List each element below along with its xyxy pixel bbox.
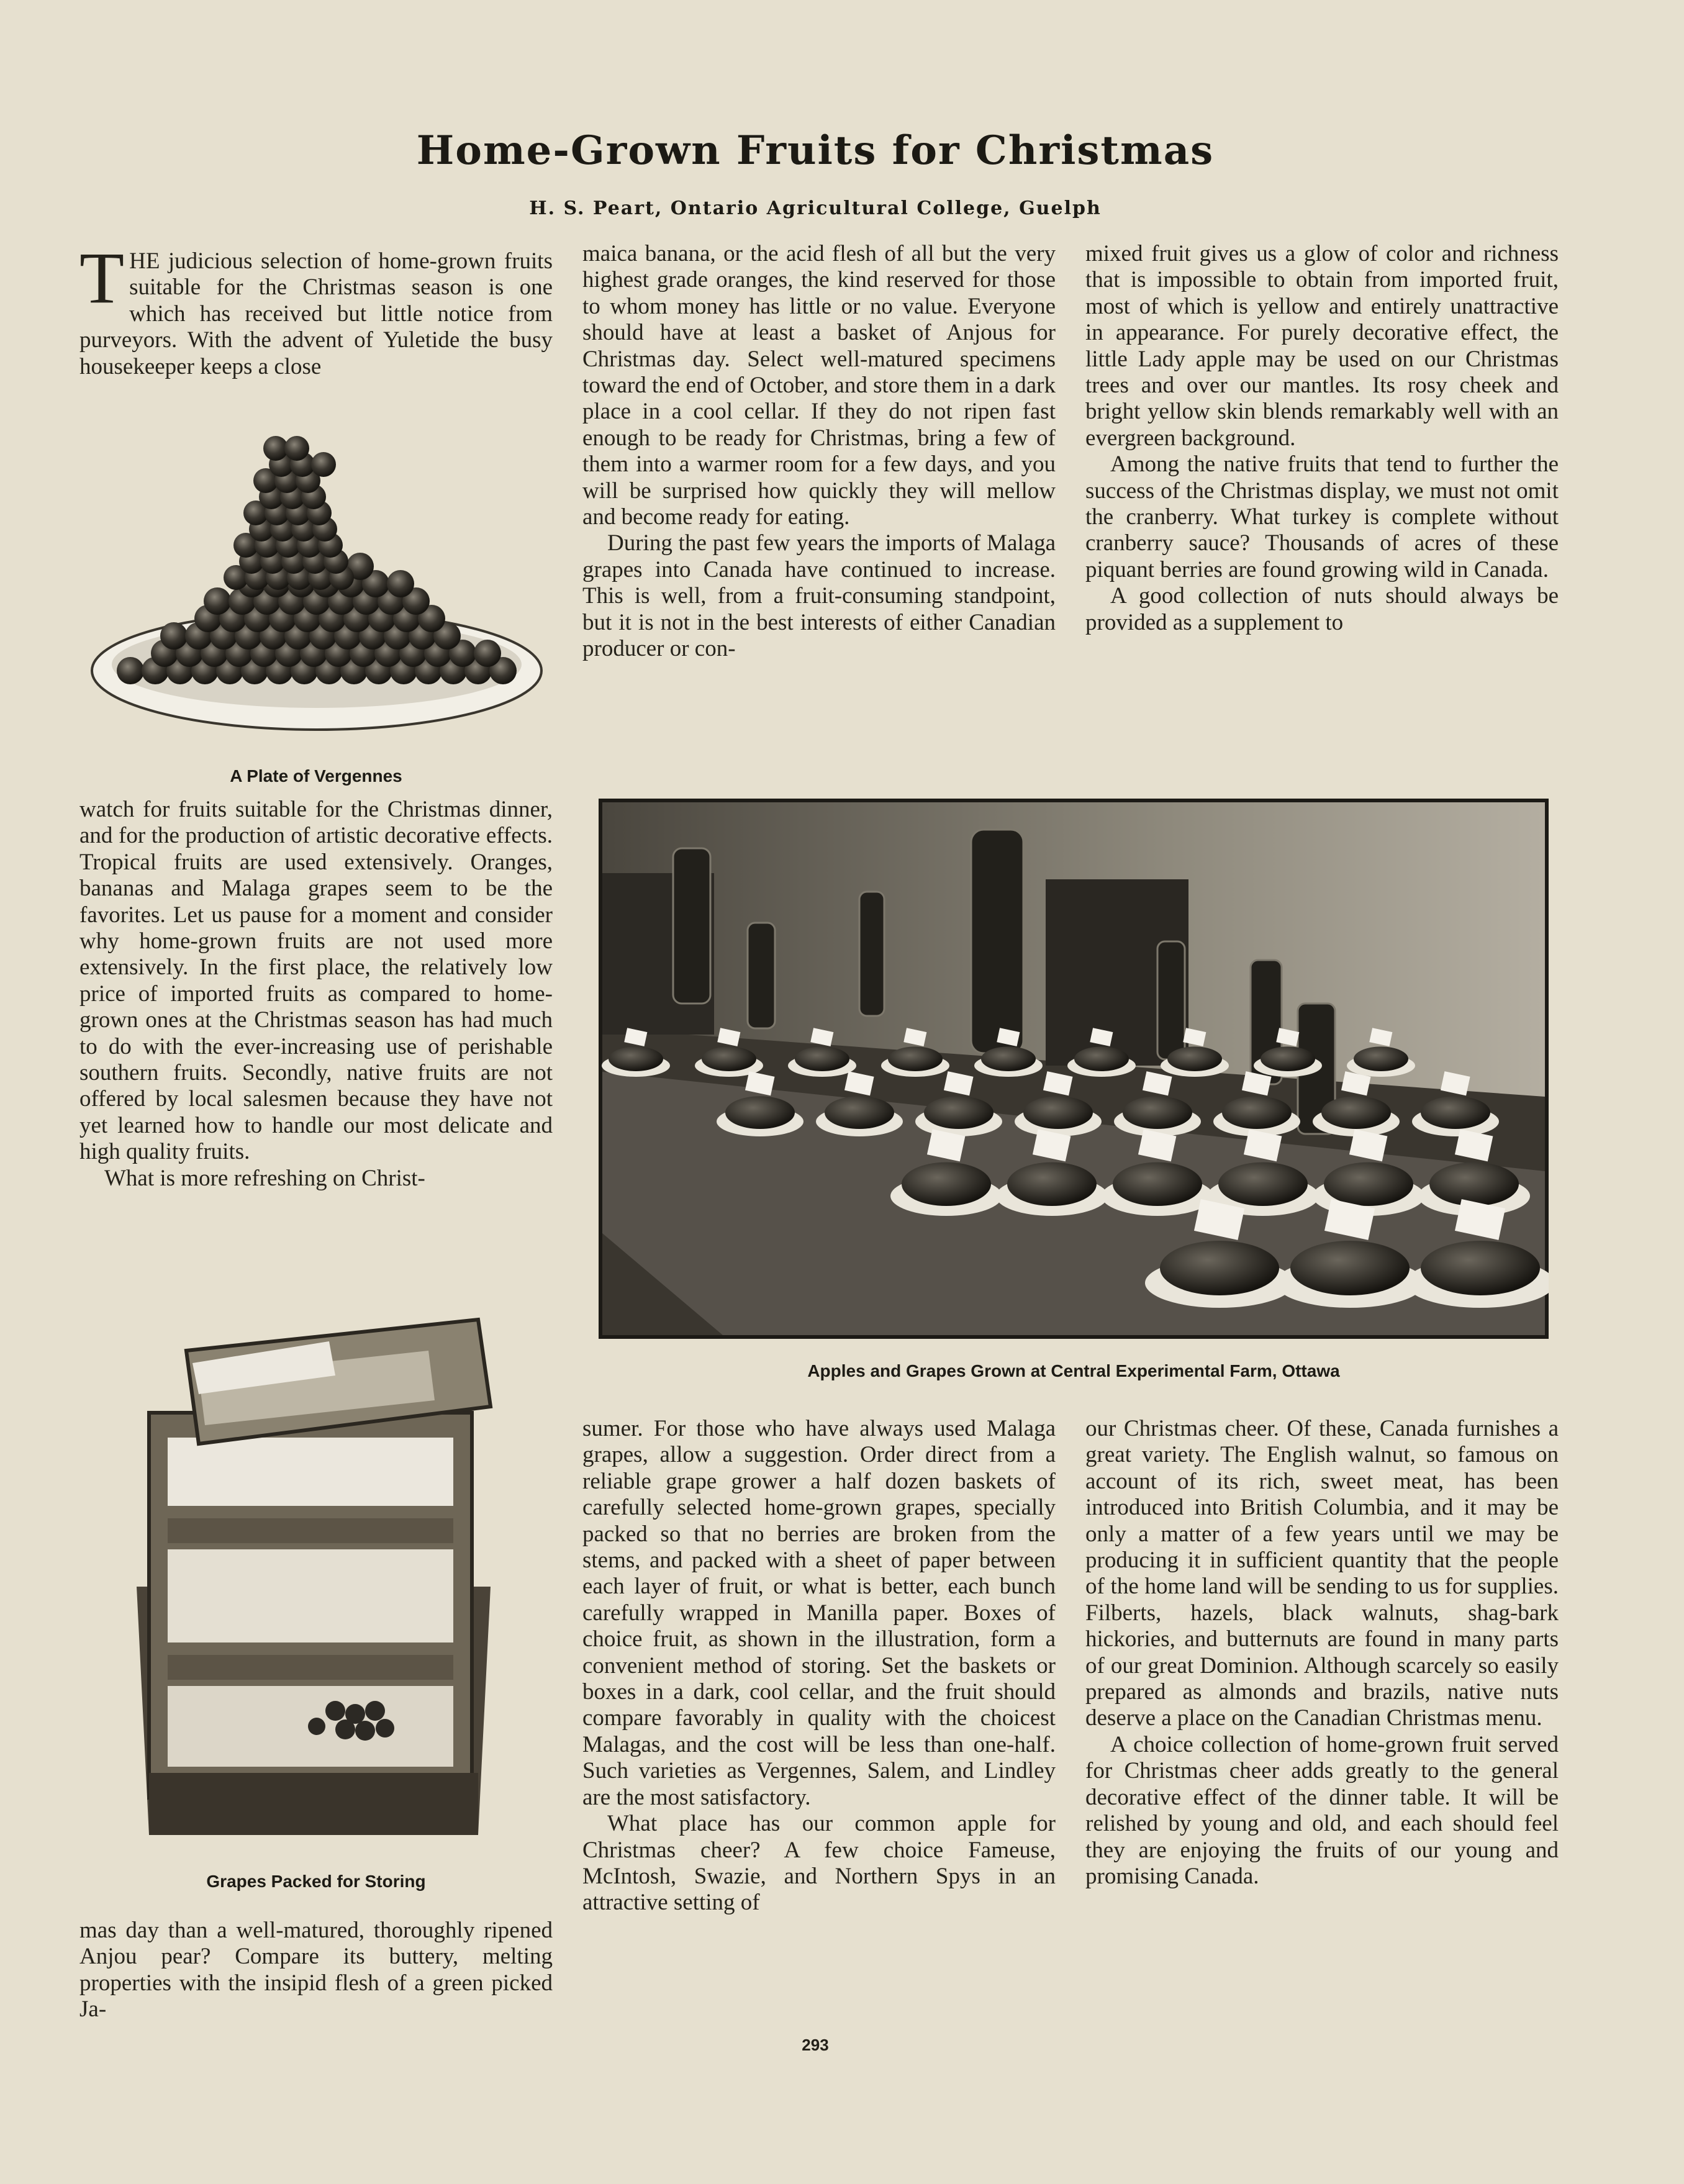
col3-paragraph: A good collection of nuts should always be provided as a supplement to — [1085, 583, 1559, 635]
col1-paragraph: watch for fruits suitable for the Christmas dinner, and for the production of artistic decorative effects. Tropical fruits are used extensively. Oranges, bananas and Malaga grapes seem to be the favorites. Let us pause for a moment and consider why home-grown fruits are not used more extensively. In the first place, the relatively low price of imported fruits as compared to home-grown ones at the Christmas season has had much to do with the ever-increasing use of perishable southern fruits. Secondly, native fruits are not offered by local salesmen because they have not yet learned how to handle our most delicate and high quality fruits. — [79, 797, 553, 1165]
col2-paragraph: During the past few years the imports of Malaga grapes into Canada have continued to increase. This is well, from a fruit-consuming standpoint, but it is not in the best interests of either Canadian producer or con- — [582, 530, 1056, 662]
col1-top-text — [79, 237, 553, 380]
col3-paragraph: Among the native fruits that tend to further the success of the Christmas display, we must not omit the cranberry. What turkey is complete without cranberry sauce? Thousands of acres of these piquant berries are found growing wild in Canada. — [1085, 451, 1559, 582]
drop-cap: T — [79, 237, 125, 319]
col1-paragraph: What is more refreshing on Christ- — [104, 1165, 425, 1191]
col3-top-text — [1085, 241, 1559, 636]
caption-farm: Apples and Grapes Grown at Central Experimental Farm, Ottawa — [807, 1361, 1340, 1380]
col2-paragraph: What place has our common apple for Christmas cheer? A few choice Fameuse, McIntosh, Swazie, and Northern Spys in an attractive setting of — [582, 1811, 1056, 1916]
col2-paragraph: sumer. For those who have always used Malaga grapes, allow a suggestion. Order direct from a reliable grape grower a half dozen baskets of carefully selected home-grown grapes, specially packed so that no berries are broken from the stems, and packed with a sheet of paper between each layer of fruit, or what is better, each bunch carefully wrapped in Manilla paper. Boxes of choice fruit, as shown in the illustration, form a convenient method of storing. Set the baskets or boxes in a dark, cool cellar, and the fruit should compare favorably in quality with the choicest Malagas, and the cost will be less than one-half. Such varieties as Vergennes, Salem, and Lindley are the most satisfactory. — [582, 1416, 1056, 1810]
col1-paragraph: mas day than a well-matured, thoroughly ripened Anjou pear? Compare its buttery, melting properties with the insipid flesh of a green picked Ja- — [79, 1918, 553, 2023]
page-number: 293 — [802, 2036, 829, 2054]
col1-bottom-text — [79, 1918, 553, 2023]
col3-paragraph: our Christmas cheer. Of these, Canada furnishes a great variety. The English walnut, so famous on account of its rich, sweet meat, has been introduced into British Columbia, and it may be only a matter of a few years until we may be producing it in sufficient quantity that the people of the home land will be sending to us for supplies. Filberts, hazels, black walnuts, shag-bark hickories, and butternuts are found in many parts of our great Dominion. Although scarcely so easily prepared as almonds and brazils, native nuts deserve a place on the Canadian Christmas menu. — [1085, 1416, 1559, 1731]
col2-paragraph: maica banana, or the acid flesh of all but the very highest grade oranges, the kind reserved for those to whom money has little or no value. Everyone should have at least a basket of Anjous for Christmas day. Select well-matured specimens toward the end of October, and store them in a dark place in a cool cellar. If they do not ripen fast enough to be ready for Christmas, bring a few of them into a warmer room for a few days, and you will be surprised how quickly they will mellow and become ready for eating. — [582, 241, 1056, 530]
col3-bottom-text — [1085, 1416, 1559, 1890]
col1-intro: HE judicious selection of home-grown fruits suitable for the Christmas season is one which has received but little notice from purveyors. With the advent of Yuletide the busy housekeeper keeps a close — [79, 248, 553, 379]
col2-top-text — [582, 241, 1056, 663]
plate-of-vergennes-image — [87, 422, 546, 745]
col3-paragraph: A choice collection of home-grown fruit served for Christmas cheer adds greatly to the general decorative effect of the dinner table. It will be relished by young and old, and each should feel they are enjoying the fruits of our young and promising Canada. — [1085, 1731, 1559, 1889]
col1-middle-text — [79, 797, 553, 1192]
article-title: Home-Grown Fruits for Christmas — [416, 127, 1215, 174]
col3-paragraph: mixed fruit gives us a glow of color and richness that is impossible to obtain from imported fruit, most of which is yellow and entirely unattractive in appearance. For purely decorative effect, the little Lady apple may be used on our Christmas trees and over our mantles. Its rosy cheek and bright yellow skin blends remarkably well with an evergreen background. — [1085, 241, 1559, 451]
col2-bottom-text — [582, 1416, 1056, 1916]
experimental-farm-image — [599, 799, 1549, 1339]
caption-boxes: Grapes Packed for Storing — [206, 1872, 426, 1891]
article-byline: H. S. Peart, Ontario Agricultural College, Guelph — [529, 197, 1102, 219]
caption-plate: A Plate of Vergennes — [230, 766, 402, 786]
grapes-packed-image — [130, 1313, 503, 1841]
